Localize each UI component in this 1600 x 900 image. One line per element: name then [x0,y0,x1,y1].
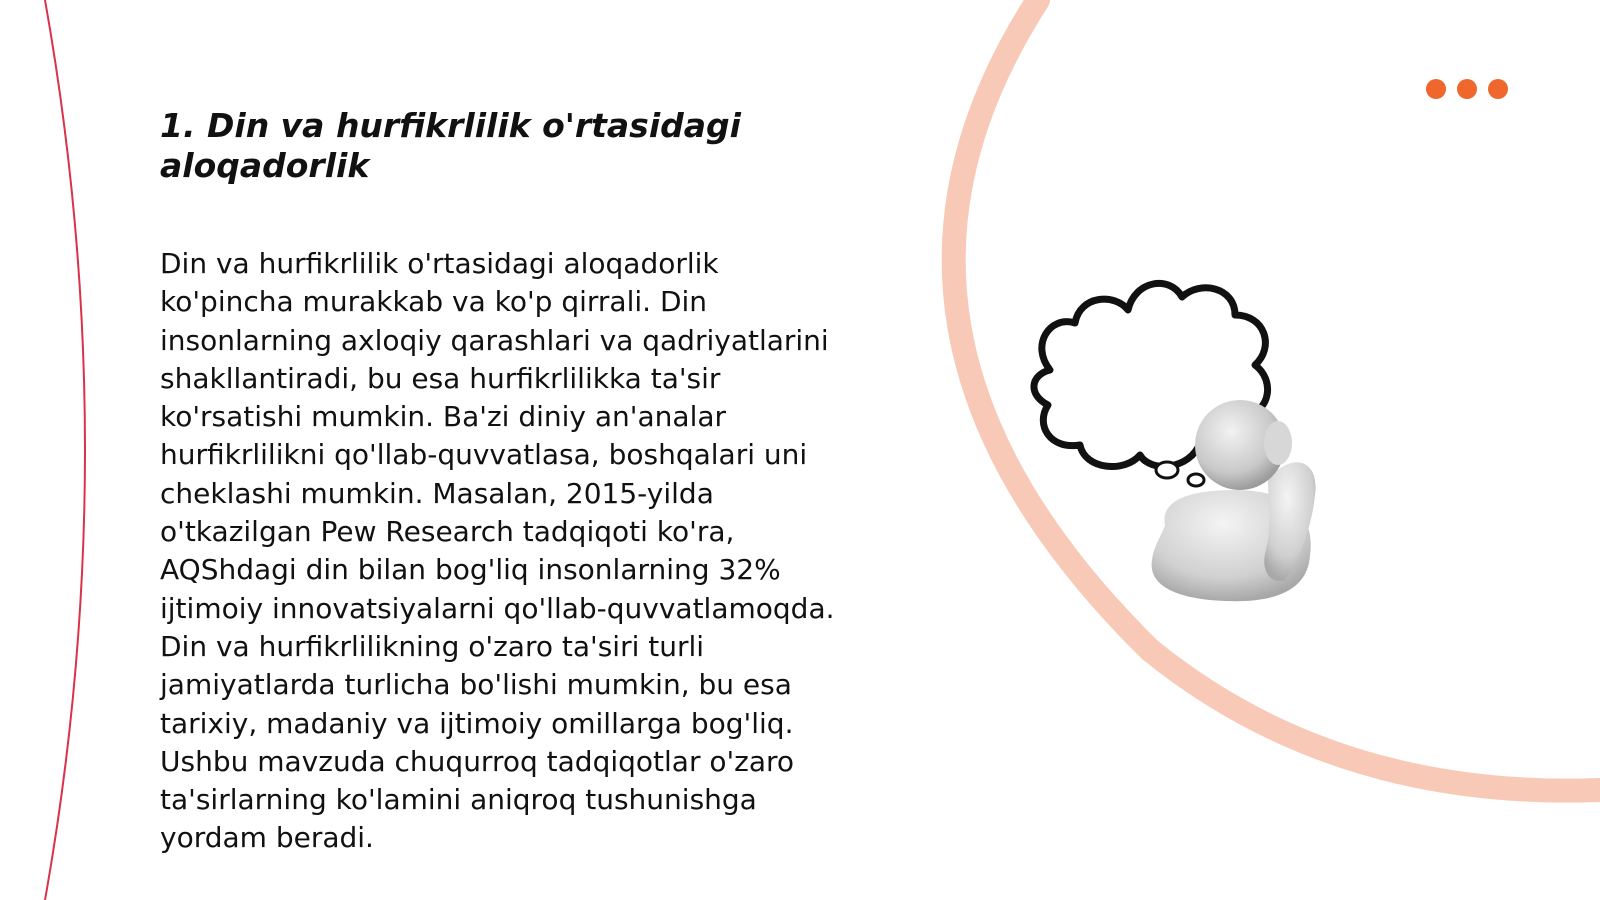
dot-icon [1488,79,1508,99]
dot-icon [1457,79,1477,99]
more-dots-icon[interactable] [1426,79,1508,99]
slide-body-text: Din va hurfikrlilik o'rtasidagi aloqadorlik ko'pincha murakkab va ko'p qirrali. Din insonlarning axloqiy qarashlari va qadriyatlarini shakllantiradi, bu esa hurfikrlilikka ta'sir ko'rsatishi mumkin. Ba'zi diniy an'analar hurfikrlilikni qo'llab-quvvatlasa, boshqalari uni cheklashi mumkin. Masalan, 2015-yilda o'tkazilgan Pew Research tadqiqoti ko'ra, AQShdagi din bilan bog'liq insonlarning 32% ijtimoiy innovatsiyalarni qo'llab-quvvatlamoqda. Din va hurfikrlilikning o'zaro ta'siri turli jamiyatlarda turlicha bo'lishi mumkin, bu esa tarixiy, madaniy va ijtimoiy omillarga bog'liq. Ushbu mavzuda chuqurroq tadqiqotlar o'zaro ta'sirlarning ko'lamini aniqroq tushunishga yordam beradi. [160,247,835,855]
slide-title: 1. Din va hurfikrlilik o'rtasidagi aloqadorlik [160,106,741,185]
left-curve-line [45,0,85,900]
dot-icon [1426,79,1446,99]
thinking-person-illustration [1030,275,1350,620]
